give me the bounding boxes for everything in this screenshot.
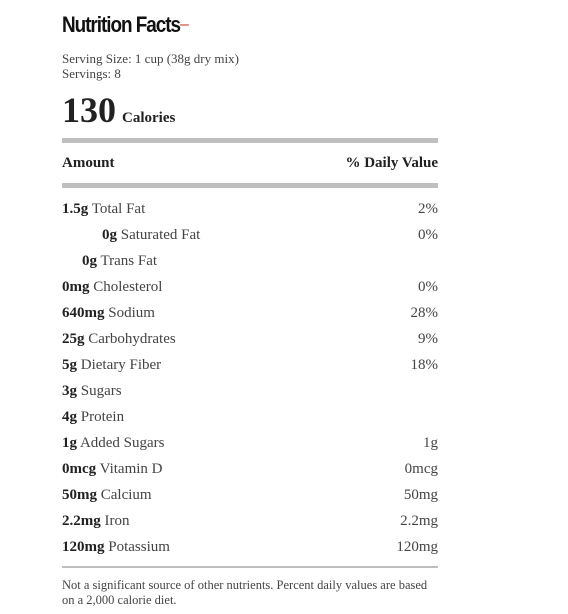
nutrient-daily-value: 2.2mg	[400, 512, 438, 529]
nutrient-label	[62, 279, 162, 296]
nutrient-amount: 1.5g	[62, 200, 89, 217]
divider-thick-mid	[62, 183, 438, 188]
nutrient-row	[62, 248, 438, 274]
nutrient-label	[62, 383, 122, 400]
nutrient-amount: 4g	[62, 408, 77, 425]
nutrient-daily-value: 18%	[410, 356, 438, 373]
nutrient-label	[62, 487, 152, 504]
nutrient-amount: 0mcg	[62, 460, 97, 477]
nutrient-daily-value: 120mg	[396, 538, 438, 555]
footnote: Not a significant source of other nutrients. Percent daily values are based on a 2,000 calorie diet.	[62, 578, 428, 607]
nutrient-name: Sugars	[80, 382, 122, 399]
nutrient-name: Iron	[104, 512, 130, 529]
nutrient-name: Calcium	[100, 486, 152, 503]
calories-label: Calories	[122, 110, 176, 126]
nutrient-daily-value: 9%	[418, 330, 438, 347]
nutrient-label	[62, 409, 124, 426]
nutrient-amount: 0mg	[62, 278, 90, 295]
calories-block	[62, 88, 175, 132]
nutrient-label	[62, 539, 170, 556]
nutrient-row	[62, 404, 438, 430]
nutrient-daily-value: 28%	[410, 304, 438, 321]
nutrient-label	[62, 357, 161, 374]
nutrient-row	[62, 352, 438, 378]
nutrient-name: Trans Fat	[100, 252, 158, 269]
nutrient-amount: 2.2mg	[62, 512, 101, 529]
nutrient-amount: 5g	[62, 356, 77, 373]
nutrient-name: Dietary Fiber	[80, 356, 162, 373]
nutrient-amount: 0g	[82, 252, 97, 269]
amount-header: Amount	[62, 155, 115, 171]
nutrient-label	[62, 513, 130, 530]
nutrient-amount: 1g	[62, 434, 77, 451]
servings-count: Servings: 8	[62, 66, 121, 81]
serving-size: Serving Size: 1 cup (38g dry mix)	[62, 51, 239, 66]
nutrient-amount: 50mg	[62, 486, 97, 503]
nutrient-name: Added Sugars	[79, 434, 165, 451]
nutrient-label	[62, 331, 176, 348]
nutrient-row	[62, 534, 438, 560]
nutrient-row	[62, 456, 438, 482]
nutrient-amount: 640mg	[62, 304, 105, 321]
nutrient-row	[62, 508, 438, 534]
nutrient-name: Carbohydrates	[88, 330, 176, 347]
nutrient-row	[62, 222, 438, 248]
nutrient-row	[62, 378, 438, 404]
nutrient-row	[62, 196, 438, 222]
nutrition-header	[62, 12, 199, 42]
nutrient-label	[62, 253, 157, 270]
nutrient-amount: 0g	[102, 226, 117, 243]
serving-info	[62, 51, 239, 81]
nutrient-daily-value: 50mg	[403, 486, 438, 503]
nutrient-name: Cholesterol	[93, 278, 163, 295]
nutrient-daily-value: 1g	[423, 434, 438, 451]
nutrient-name: Potassium	[108, 538, 170, 555]
nutrient-row	[62, 482, 438, 508]
nutrient-label	[62, 461, 162, 478]
nutrient-row	[62, 326, 438, 352]
nutrient-daily-value: 0mcg	[404, 460, 438, 477]
nutrient-row	[62, 274, 438, 300]
nutrient-daily-value: 0%	[418, 278, 438, 295]
nutrient-row	[62, 430, 438, 456]
divider-bottom	[62, 566, 438, 568]
nutrient-list	[62, 196, 438, 560]
nutrient-label	[62, 305, 155, 322]
daily-value-header: % Daily Value	[345, 155, 438, 171]
nutrient-daily-value: 2%	[418, 200, 438, 217]
nutrient-label	[62, 201, 145, 218]
collapse-icon[interactable]: –	[180, 16, 189, 33]
column-headers	[62, 154, 438, 172]
nutrition-facts-title: Nutrition Facts	[62, 12, 181, 37]
nutrient-amount: 3g	[62, 382, 77, 399]
calories-value: 130	[62, 90, 116, 130]
nutrient-name: Protein	[80, 408, 125, 425]
divider-thick-top	[62, 138, 438, 143]
nutrient-name: Total Fat	[91, 200, 146, 217]
nutrient-name: Vitamin D	[99, 460, 163, 477]
nutrient-name: Saturated Fat	[120, 226, 201, 243]
nutrient-row	[62, 300, 438, 326]
nutrient-amount: 120mg	[62, 538, 105, 555]
nutrient-label	[62, 227, 200, 244]
nutrient-name: Sodium	[108, 304, 155, 321]
nutrient-amount: 25g	[62, 330, 85, 347]
nutrient-daily-value: 0%	[418, 226, 438, 243]
nutrient-label	[62, 435, 165, 452]
